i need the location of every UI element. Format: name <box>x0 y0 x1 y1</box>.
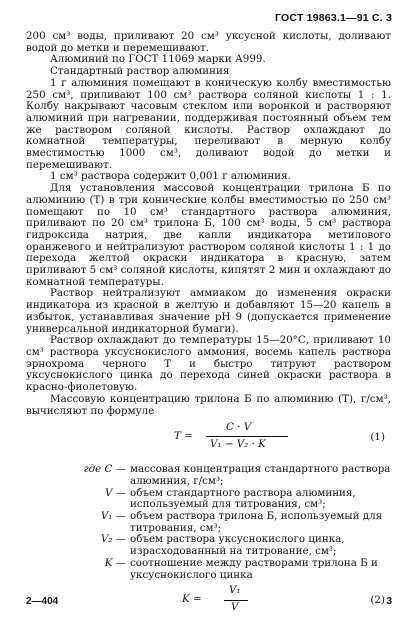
paragraph: Раствор охлаждают до температуры 15—20°С, приливают 10 см³ раствора уксуснокислого аммония, восемь капель раствора эрнохрома черного T и быстро титруют раствором уксуснокислого цинка до перехода синей окраски раствора в красно-фиолетовую. <box>26 334 391 394</box>
definition-text: объем стандартного раствора алюминия, используемый для титрования, см³; <box>130 486 356 511</box>
definition-text: объем раствора уксуснокислого цинка, израсходованный на титрование, см³; <box>130 533 345 558</box>
definition-text: объем раствора трилона Б, используемый для титрования, см³; <box>130 510 383 534</box>
definition-text: соотношение между растворами трилона Б и уксуснокислого цинка <box>130 556 378 581</box>
definition-symbol: где C — <box>83 463 126 476</box>
paragraph: Раствор нейтрализуют аммиаком до изменения окраски индикатора из красной в желтую и добавляют 15—20 капель в избыток, устанавливая значение pH 9 (допускается применение универсальной индикаторной бумаги). <box>26 287 391 335</box>
equation-number: (2) <box>370 594 385 607</box>
paragraph: 1 см³ раствора содержит 0,001 г алюминия. <box>50 170 291 183</box>
definition-item <box>26 464 391 487</box>
paragraph: 1 г алюминия помещают в коническую колбу вместимостью 250 см³, приливают 100 см³ раствора соляной кислоты 1 : 1. Колбу накрывают часовым стеклом или воронкой и растворяют алюминий при нагревании, поддерживая постоянный объем тем же раствором соляной кислоты. Раствор охлаждают до комнатной температуры, переливают в мерную колбу вместимостью 1000 см³, доливают водой до метки и перемешивают. <box>26 76 391 171</box>
formula-lhs: T = <box>174 430 193 443</box>
definition-symbol: V₁ — <box>100 510 126 523</box>
body-text <box>26 31 391 624</box>
page-number: 3 <box>386 596 392 607</box>
formula-lhs: K = <box>182 593 202 606</box>
definition-symbol: V — <box>104 486 126 499</box>
definition-item <box>26 511 391 534</box>
paragraph: 200 см³ воды, приливают 20 см³ уксусной кислоты, доливают водой до метки и перемешивают. <box>26 30 391 54</box>
definition-text: массовая концентрация стандартного раствора алюминия, г/см³; <box>130 463 391 487</box>
definition-item <box>26 488 391 511</box>
section-heading: Стандартный раствор алюминия <box>50 65 230 78</box>
definition-item <box>26 534 391 557</box>
formula-1 <box>26 420 391 460</box>
paragraph: Алюминий по ГОСТ 11069 марки А999. <box>50 53 266 66</box>
formula-denominator: V₁ − V₂ · K <box>210 438 266 451</box>
paragraph: Для установления массовой концентрации трилона Б по алюминию (T) в три конические колбы вместимостью по 250 см³ помещают по 10 см³ стандартного раствора алюминия, приливают по 20 см³ трилона Б, 100 см³ воды, 5 см³ раствора гидроксида натрия, две капли индикатора метилового оранжевого и нейтрализуют раствором соляной кислоты 1 : 1 до перехода желтой окраски индикатора в красную, затем приливают 5 см³ соляной кислоты, кипятят 2 мин и охлаждают до комнатной температуры. <box>26 182 391 288</box>
footer-signature: 2—404 <box>26 596 59 607</box>
page-header: ГОСТ 19863.1—91 С. 3 <box>275 12 392 24</box>
definition-symbol: K — <box>104 556 126 569</box>
formula-denominator: V <box>231 601 239 614</box>
equation-number: (1) <box>370 431 385 444</box>
definition-symbol: V₂ — <box>100 533 126 546</box>
formula-numerator: V₁ <box>229 584 241 597</box>
formula-numerator: C · V <box>226 421 252 434</box>
formula-2 <box>26 584 391 620</box>
fraction-bar <box>206 436 288 437</box>
paragraph: Массовую концентрацию трилона Б по алюминию (T), г/см³, вычисляют по формуле <box>26 392 391 417</box>
definition-item <box>26 558 391 581</box>
definitions-list <box>26 464 391 581</box>
